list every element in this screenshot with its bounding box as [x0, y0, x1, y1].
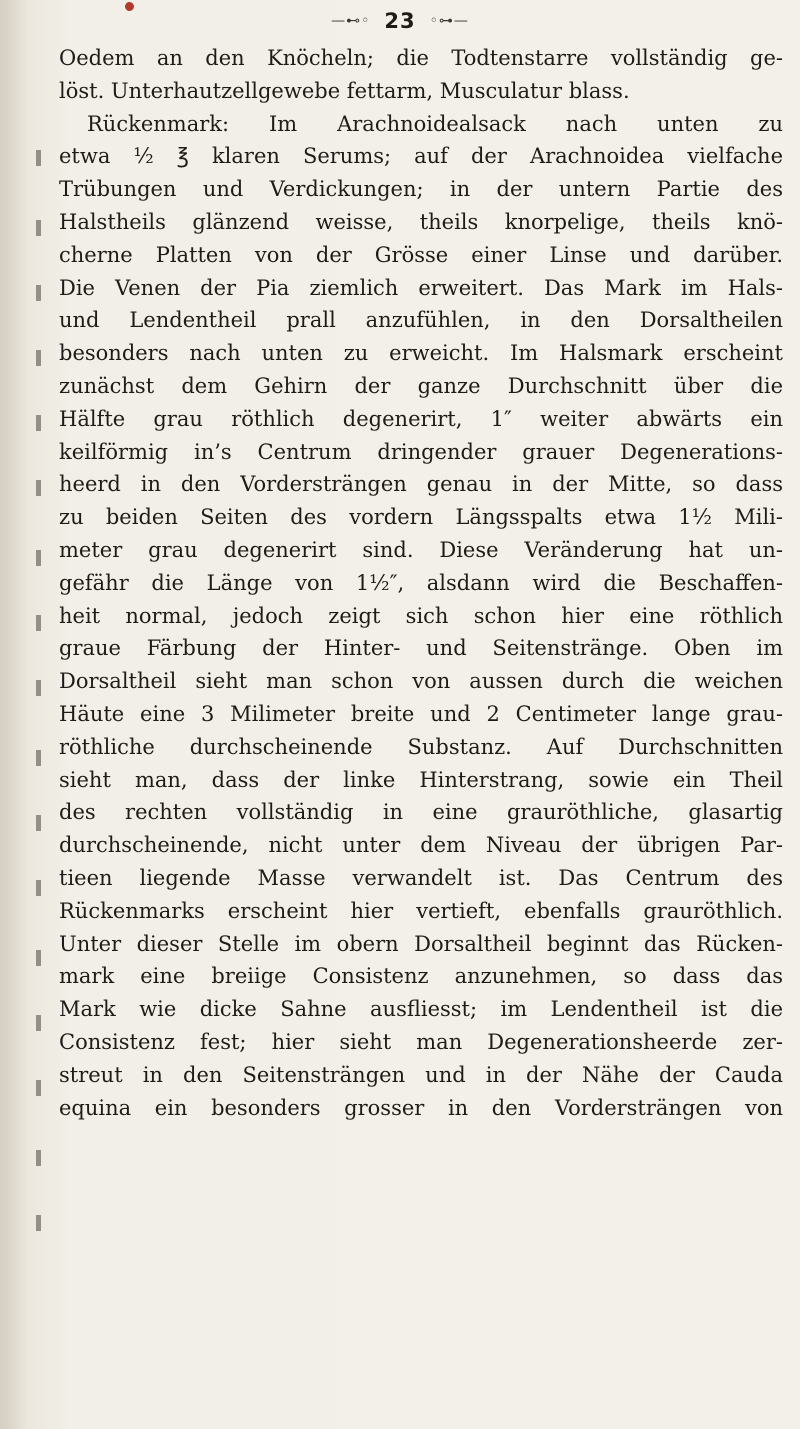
margin-mark [36, 815, 41, 831]
text-line: gefähr die Länge von 1½″, alsdann wird die Beschaffen- [59, 570, 783, 595]
text-line: keilförmig in’s Centrum dringender grauer Degenerations- [59, 439, 783, 464]
margin-mark [36, 1150, 41, 1166]
text-line: zunächst dem Gehirn der ganze Durchschnitt über die [59, 373, 783, 398]
margin-mark [36, 880, 41, 896]
text-line: Mark wie dicke Sahne ausfliesst; im Lendentheil ist die [59, 997, 783, 1022]
text-line: Hälfte grau röthlich degenerirt, 1″ weiter abwärts ein [59, 406, 783, 431]
margin-mark [36, 680, 41, 696]
text-line: etwa ½ ℥ klaren Serums; auf der Arachnoidea vielfache [59, 144, 783, 169]
margin-mark [36, 615, 41, 631]
text-line: cherne Platten von der Grösse einer Linse und darüber. [59, 242, 783, 267]
text-line: meter grau degenerirt sind. Diese Veränderung hat un- [59, 537, 783, 562]
margin-mark [36, 150, 41, 166]
body-text [59, 42, 783, 1124]
header-ornament-right: ◦⊶— [429, 13, 469, 29]
page-number: 23 [384, 9, 416, 33]
margin-mark [36, 350, 41, 366]
text-line: equina ein besonders grosser in den Vordersträngen von [59, 1095, 783, 1120]
text-line: röthliche durchscheinende Substanz. Auf Durchschnitten [59, 734, 783, 759]
text-line: Rückenmark: Im Arachnoidealsack nach unten zu [87, 111, 783, 136]
text-line: graue Färbung der Hinter- und Seitenstränge. Oben im [59, 636, 783, 661]
margin-mark [36, 1215, 41, 1231]
text-line: Die Venen der Pia ziemlich erweitert. Das Mark im Hals- [59, 275, 783, 300]
text-line: zu beiden Seiten des vordern Längsspalts etwa 1½ Mili- [59, 505, 783, 530]
text-line: tieen liegende Masse verwandelt ist. Das Centrum des [59, 865, 783, 890]
page-gutter-shadow [0, 0, 26, 1429]
margin-mark [36, 480, 41, 496]
page-header [0, 8, 800, 33]
margin-mark [36, 950, 41, 966]
text-line: sieht man, dass der linke Hinterstrang, sowie ein Theil [59, 767, 783, 792]
margin-mark [36, 550, 41, 566]
text-line: Trübungen und Verdickungen; in der untern Partie des [59, 177, 783, 202]
margin-mark [36, 415, 41, 431]
header-ornament-left: —⊷◦ [331, 13, 371, 29]
margin-mark [36, 1015, 41, 1031]
text-line: Consistenz fest; hier sieht man Degenerationsheerde zer- [59, 1029, 783, 1054]
text-line: Häute eine 3 Milimeter breite und 2 Centimeter lange grau- [59, 701, 783, 726]
text-line: des rechten vollständig in eine grauröthliche, glasartig [59, 800, 783, 825]
text-line: Oedem an den Knöcheln; die Todtenstarre vollständig ge- [59, 46, 783, 70]
text-line: Rückenmarks erscheint hier vertieft, ebenfalls grauröthlich. [59, 898, 783, 923]
text-line: besonders nach unten zu erweicht. Im Halsmark erscheint [59, 341, 783, 366]
margin-mark [36, 750, 41, 766]
margin-mark [36, 220, 41, 236]
text-line: streut in den Seitensträngen und in der Nähe der Cauda [59, 1062, 783, 1087]
text-line: löst. Unterhautzellgewebe fettarm, Musculatur blass. [59, 78, 630, 103]
text-line: Halstheils glänzend weisse, theils knorpelige, theils knö- [59, 209, 783, 234]
text-line: durchscheinende, nicht unter dem Niveau der übrigen Par- [59, 833, 783, 858]
text-line: mark eine breiige Consistenz anzunehmen, so dass das [59, 964, 783, 989]
text-line: heerd in den Vordersträngen genau in der Mitte, so dass [59, 472, 783, 497]
text-line: heit normal, jedoch zeigt sich schon hier eine röthlich [59, 603, 783, 628]
margin-mark [36, 1080, 41, 1096]
text-line: und Lendentheil prall anzufühlen, in den Dorsaltheilen [59, 308, 783, 333]
text-line: Dorsaltheil sieht man schon von aussen durch die weichen [59, 669, 783, 694]
margin-mark [36, 285, 41, 301]
margin-marks [36, 150, 48, 1270]
text-line: Unter dieser Stelle im obern Dorsaltheil beginnt das Rücken- [59, 931, 783, 956]
